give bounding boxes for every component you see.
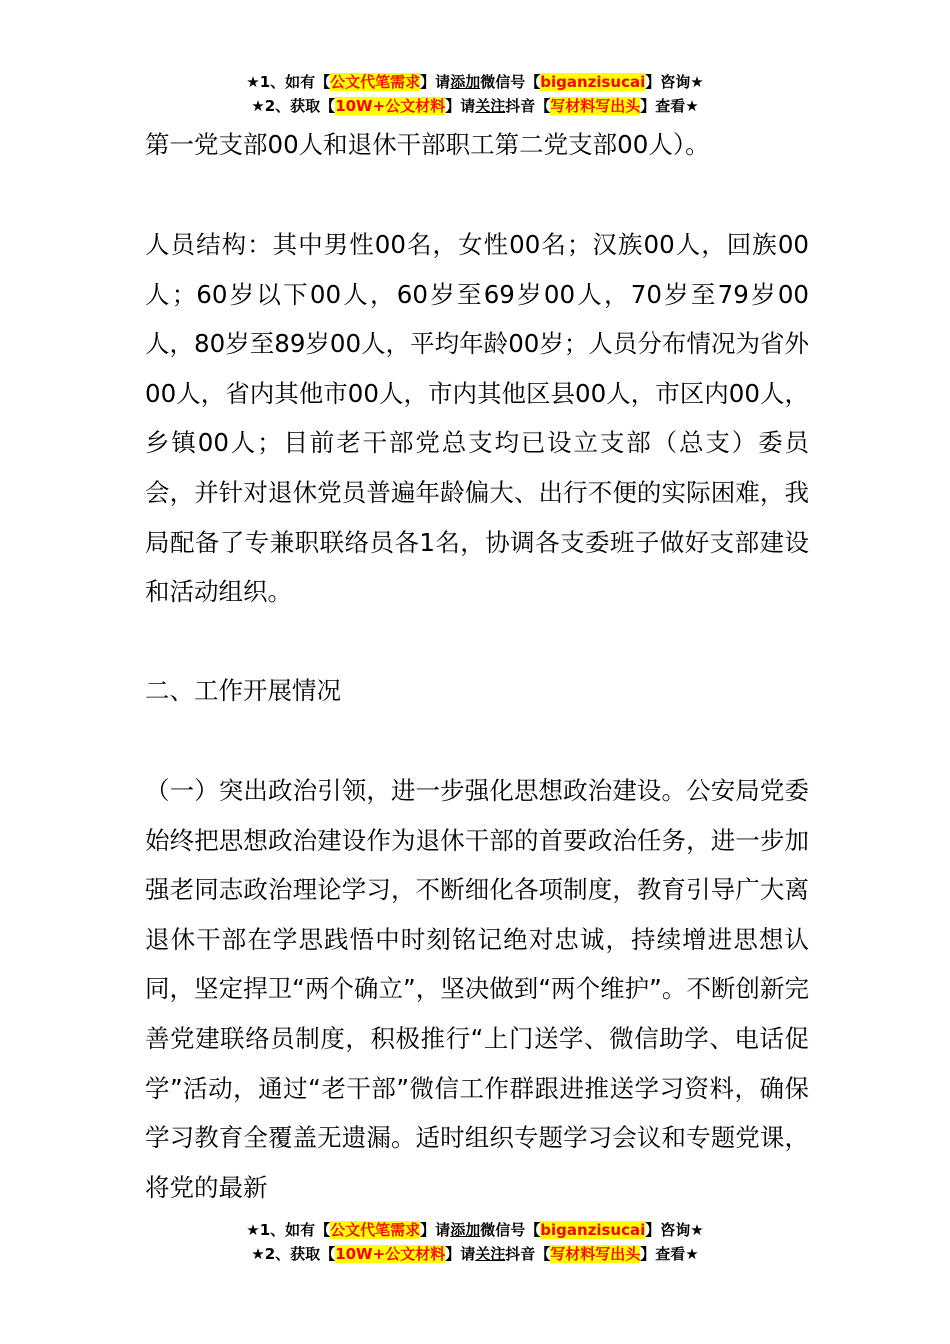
banner-line-2 — [0, 1242, 950, 1266]
banner-underline: 添加 — [450, 1221, 481, 1239]
paragraph-continuation: 第一党支部00人和退休干部职工第二党支部00人）。 — [145, 130, 710, 159]
banner-text: 抖音【 — [505, 97, 551, 115]
banner-text: ★1、如有【 — [246, 73, 331, 91]
banner-text: 微信号【 — [480, 73, 541, 91]
banner-text: ★2、获取【 — [251, 97, 336, 115]
banner-underline: 添加 — [450, 73, 481, 91]
banner-text: 】请 — [445, 1245, 476, 1263]
banner-text: 】查看★ — [640, 1245, 699, 1263]
paragraph-personnel-structure: 人员结构：其中男性00名，女性00名；汉族00人，回族00人；60岁以下00人，60岁至69岁00人，70岁至79岁00人，80岁至89岁00人，平均年龄00岁；人员分布情况为省外00人，省内其他市00人，市内其他区县00人，市区内00人，乡镇00人；目前老干部党总支均已设立支部（总支）委员会，并针对退休党员普遍年龄偏大、出行不便的实际困难，我局配备了专兼职联络员各1名，协调各支委班子做好支部建设和活动组织。 — [145, 230, 809, 607]
banner-highlight: biganzisucai — [540, 1221, 646, 1239]
banner-text: 】请 — [420, 1221, 451, 1239]
paragraph-political-leadership: （一）突出政治引领，进一步强化思想政治建设。公安局党委始终把思想政治建设作为退休干部的首要政治任务，进一步加强老同志政治理论学习，不断细化各项制度，教育引导广大离退休干部在学思践悟中时刻铭记绝对忠诚，持续增进思想认同，坚定捍卫“两个确立”，坚决做到“两个维护”。不断创新完善党建联络员制度，积极推行“上门送学、微信助学、电话促学”活动，通过“老干部”微信工作群跟进推送学习资料，确保学习教育全覆盖无遗漏。适时组织专题学习会议和专题党课，将党的最新 — [145, 776, 809, 1202]
document-body — [145, 120, 809, 170]
banner-line-1 — [0, 1218, 950, 1242]
banner-highlight: 公文代笔需求 — [330, 1221, 421, 1239]
banner-underline: 关注 — [475, 97, 506, 115]
header-banner — [0, 70, 950, 118]
banner-text: ★2、获取【 — [251, 1245, 336, 1263]
banner-highlight: 写材料写出头 — [550, 1245, 641, 1263]
section-heading: 二、工作开展情况 — [145, 676, 341, 705]
document-body — [145, 220, 809, 617]
banner-text: ★1、如有【 — [246, 1221, 331, 1239]
document-body — [145, 666, 809, 716]
banner-underline: 关注 — [475, 1245, 506, 1263]
banner-line-2 — [0, 94, 950, 118]
banner-highlight: biganzisucai — [540, 73, 646, 91]
footer-banner — [0, 1218, 950, 1266]
banner-text: 】咨询★ — [645, 73, 704, 91]
banner-text: 微信号【 — [480, 1221, 541, 1239]
banner-text: 】请 — [420, 73, 451, 91]
banner-text: 抖音【 — [505, 1245, 551, 1263]
banner-text: 】咨询★ — [645, 1221, 704, 1239]
banner-highlight: 10W+公文材料 — [335, 1245, 446, 1263]
banner-text: 】查看★ — [640, 97, 699, 115]
banner-highlight: 10W+公文材料 — [335, 97, 446, 115]
banner-text: 】请 — [445, 97, 476, 115]
banner-highlight: 公文代笔需求 — [330, 73, 421, 91]
banner-highlight: 写材料写出头 — [550, 97, 641, 115]
banner-line-1 — [0, 70, 950, 94]
document-body — [145, 766, 809, 1212]
